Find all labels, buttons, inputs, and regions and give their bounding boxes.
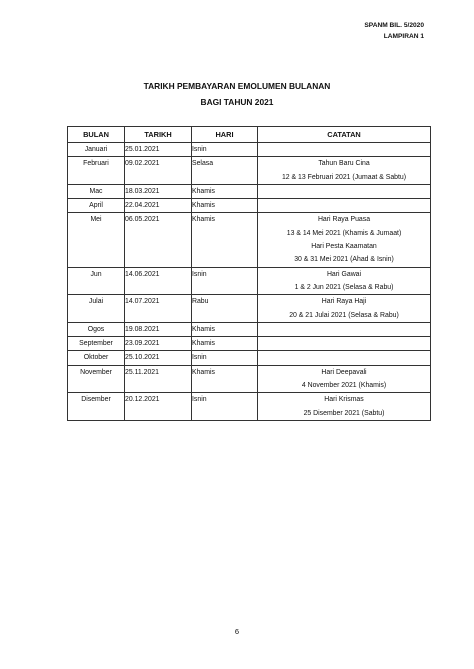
date-cell: 23.09.2021	[125, 337, 192, 351]
table-row	[68, 351, 431, 365]
remarks-line: Hari Pesta Kaamatan	[311, 243, 377, 251]
table-row	[68, 295, 431, 323]
date-cell: 25.11.2021	[125, 365, 192, 393]
reference-number: SPANM BIL. 5/2020	[364, 22, 424, 29]
document-title	[0, 78, 474, 110]
document-reference	[364, 21, 424, 42]
remarks-line: Hari Deepavali	[321, 368, 367, 376]
date-cell: 19.08.2021	[125, 322, 192, 336]
remarks-line: Hari Krismas	[324, 396, 364, 404]
remarks-line: 25 Disember 2021 (Sabtu)	[303, 409, 385, 417]
remarks-cell	[258, 351, 431, 365]
month-cell: Mei	[68, 213, 125, 267]
remarks-cell	[258, 295, 431, 323]
remarks-line: Hari Raya Haji	[321, 298, 367, 306]
column-header-tarikh: TARIKH	[125, 127, 192, 143]
month-cell: Ogos	[68, 322, 125, 336]
table-row	[68, 267, 431, 295]
remarks-cell	[258, 393, 431, 421]
table-row	[68, 365, 431, 393]
remarks-line: 12 & 13 Februari 2021 (Jumaat & Sabtu)	[281, 173, 407, 181]
table-row	[68, 337, 431, 351]
payment-schedule-table	[67, 126, 431, 421]
column-header-bulan: BULAN	[68, 127, 125, 143]
day-cell: Khamis	[192, 184, 258, 198]
remarks-line: Hari Raya Puasa	[317, 216, 371, 224]
attachment-label: LAMPIRAN 1	[383, 32, 424, 40]
remarks-cell	[258, 213, 431, 267]
date-cell: 14.06.2021	[125, 267, 192, 295]
date-cell: 22.04.2021	[125, 199, 192, 213]
date-cell: 25.10.2021	[125, 351, 192, 365]
day-cell: Isnin	[192, 143, 258, 157]
month-cell: Disember	[68, 393, 125, 421]
day-cell: Khamis	[192, 213, 258, 267]
date-cell: 18.03.2021	[125, 184, 192, 198]
day-cell: Khamis	[192, 322, 258, 336]
date-cell: 09.02.2021	[125, 157, 192, 185]
table-row	[68, 393, 431, 421]
remarks-cell	[258, 143, 431, 157]
month-cell: Jun	[68, 267, 125, 295]
table-row	[68, 143, 431, 157]
column-header-hari: HARI	[192, 127, 258, 143]
day-cell: Rabu	[192, 295, 258, 323]
day-cell: Khamis	[192, 337, 258, 351]
day-cell: Isnin	[192, 267, 258, 295]
date-cell: 20.12.2021	[125, 393, 192, 421]
remarks-line: Hari Gawai	[326, 270, 362, 278]
remarks-line: 4 November 2021 (Khamis)	[301, 382, 387, 390]
day-cell: Khamis	[192, 199, 258, 213]
column-header-catatan: CATATAN	[258, 127, 431, 143]
table-header-row	[68, 127, 431, 143]
date-cell: 14.07.2021	[125, 295, 192, 323]
remarks-line: 1 & 2 Jun 2021 (Selasa & Rabu)	[294, 283, 394, 291]
date-cell: 25.01.2021	[125, 143, 192, 157]
remarks-line: Tahun Baru Cina	[318, 160, 370, 168]
day-cell: Isnin	[192, 351, 258, 365]
month-cell: September	[68, 337, 125, 351]
title-line-1: TARIKH PEMBAYARAN EMOLUMEN BULANAN	[143, 81, 331, 91]
remarks-cell	[258, 199, 431, 213]
remarks-line: 13 & 14 Mei 2021 (Khamis & Jumaat)	[286, 229, 402, 237]
table-row	[68, 199, 431, 213]
day-cell: Khamis	[192, 365, 258, 393]
day-cell: Selasa	[192, 157, 258, 185]
remarks-cell	[258, 157, 431, 185]
page-number: 6	[234, 627, 240, 636]
remarks-cell	[258, 365, 431, 393]
table-row	[68, 213, 431, 267]
remarks-cell	[258, 322, 431, 336]
month-cell: Mac	[68, 184, 125, 198]
remarks-line: 30 & 31 Mei 2021 (Ahad & Isnin)	[294, 256, 394, 264]
day-cell: Isnin	[192, 393, 258, 421]
table-row	[68, 322, 431, 336]
month-cell: Januari	[68, 143, 125, 157]
month-cell: Oktober	[68, 351, 125, 365]
remarks-cell	[258, 184, 431, 198]
table-row	[68, 184, 431, 198]
month-cell: Julai	[68, 295, 125, 323]
remarks-cell	[258, 337, 431, 351]
month-cell: November	[68, 365, 125, 393]
remarks-cell	[258, 267, 431, 295]
date-cell: 06.05.2021	[125, 213, 192, 267]
title-line-2: BAGI TAHUN 2021	[200, 97, 274, 107]
remarks-line: 20 & 21 Julai 2021 (Selasa & Rabu)	[289, 311, 399, 319]
month-cell: Februari	[68, 157, 125, 185]
table-row	[68, 157, 431, 185]
month-cell: April	[68, 199, 125, 213]
